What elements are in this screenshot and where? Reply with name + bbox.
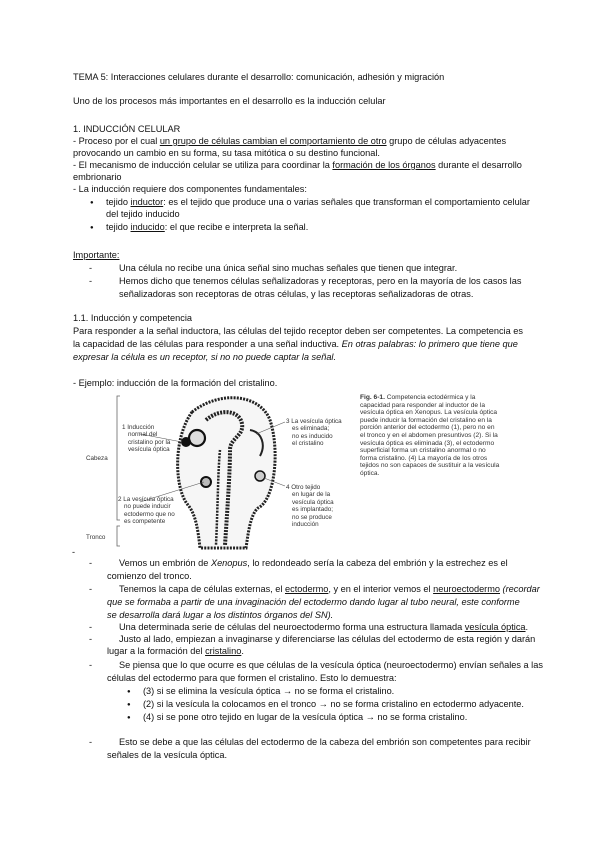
dash-item-cont: comienzo del tronco. (107, 571, 192, 581)
paragraph-line: provocando un cambio en su forma, su tasa mitótica o su destino funcional. (73, 148, 380, 158)
section-heading: 1. INDUCCIÓN CELULAR (73, 124, 181, 134)
figure-caption: Fig. 6-1. Competencia ectodérmica y la capacidad para responder al inductor de la vesícula óptica en Xenopus. La vesícula óptica puede inducir la formación del cristalino en la porción anterior del ectodermo (1), pero no en el tronco y en el abdomen presuntivos (2). Si la vesícula óptica es eliminada (3), el ectodermo superficial forma un cristalino anormal o no forma cristalino. (4) La mayoría de los otros tejidos no son capaces de sustituir a la vesícula óptica. (360, 394, 500, 477)
dash-item: - Tenemos la capa de células externas, el ectodermo, y en el interior vemos el neuroectodermo (recordar (89, 584, 540, 594)
bullet-icon: ● (90, 225, 94, 231)
paragraph-line: - La inducción requiere dos componentes fundamentales: (73, 184, 307, 194)
paragraph-line: la capacidad de las células para responder a una señal inductiva. En otras palabras: lo primero que tiene que (73, 339, 518, 349)
bullet-icon: ● (90, 200, 94, 206)
example-line: - Ejemplo: inducción de la formación del cristalino. (73, 378, 278, 388)
lens-1 (181, 437, 191, 447)
dash-item: - Vemos un embrión de Xenopus, lo redondeado sería la cabeza del embrión y la estrechez es el (89, 558, 508, 568)
dash-item: - Una determinada serie de células del neuroectodermo forma una estructura llamada vesícula óptica. (89, 622, 529, 632)
bullet-icon: ● (127, 702, 131, 708)
figure-6-1 (80, 390, 530, 550)
stray-dash: - (72, 547, 76, 557)
dash-item-cont: lugar a la formación del cristalino. (107, 646, 244, 656)
paragraph-line: - Proceso por el cual un grupo de células cambian el comportamiento de otro grupo de células adyacentes (73, 136, 507, 146)
bullet-item-cont: del tejido inducido (106, 209, 180, 219)
dash-item: - Justo al lado, empiezan a invaginarse y diferenciarse las células del ectodermo de esta región y darán (89, 634, 536, 644)
dash-item-cont: células del ectodermo para que formen el cristalino. Esto lo demuestra: (107, 673, 397, 683)
dash-item-cont: señales de la vesícula óptica. (107, 750, 228, 760)
paragraph-line: - El mecanismo de inducción celular se utiliza para coordinar la formación de los órganos durante el desarrollo (73, 160, 522, 170)
paragraph-line: expresar la célula es un receptor, si no no puede captar la señal. (73, 352, 337, 362)
optic-vesicle-left (189, 430, 205, 446)
bullet-item: ● tejido inductor: es el tejido que produce una o varias señales que transforman el comportamiento celular (90, 197, 530, 207)
dash-item-cont: se desarrolla dará lugar a los distintos órganos del SN). (107, 610, 334, 620)
page-title: TEMA 5: Interacciones celulares durante el desarrollo: comunicación, adhesión y migración (73, 72, 445, 82)
sub-bullet: ● (4) si se pone otro tejido en lugar de la vesícula óptica → no se forma cristalino. (127, 712, 468, 722)
paragraph-line: embrionario (73, 172, 122, 182)
fig-label-tronco: Tronco (86, 534, 106, 541)
embryo-illustration (80, 390, 320, 550)
fig-label-cabeza: Cabeza (86, 455, 108, 462)
subsection-heading: 1.1. Inducción y competencia (73, 313, 192, 323)
fig-label-3: 3 La vesícula óptica es eliminada; no es inducido el cristalino (286, 418, 342, 448)
fig-label-2: 2 La vesícula óptica no puede inducir ectodermo que no es competente (118, 496, 175, 526)
sub-bullet: ● (2) si la vesícula la colocamos en el tronco → no se forma cristalino en ectodermo adyacente. (127, 699, 524, 709)
bullet-icon: ● (127, 715, 131, 721)
paragraph-line: Para responder a la señal inductora, las células del tejido receptor deben ser competentes. La competencia es (73, 326, 523, 336)
intro-text: Uno de los procesos más importantes en el desarrollo es la inducción celular (73, 96, 386, 106)
sub-bullet: ● (3) si se elimina la vesícula óptica → no se forma el cristalino. (127, 686, 395, 696)
bullet-item: ● tejido inducido: el que recibe e interpreta la señal. (90, 222, 309, 232)
dash-item: - Esto se debe a que las células del ectodermo de la cabeza del embrión son competentes para recibir (89, 737, 531, 747)
dash-item: - Se piensa que lo que ocurre es que células de la vesícula óptica (neuroectodermo) envían señales a las (89, 660, 543, 670)
dash-item: - Una célula no recibe una única señal sino muchas señales que tienen que integrar. (89, 263, 458, 273)
important-label: Importante: (73, 250, 120, 260)
dash-item-cont: señalizadoras son receptoras de otras células, y las receptoras señalizadoras de otras. (119, 289, 474, 299)
dash-item-cont: que se formaba a partir de una invaginación del ectodermo dando lugar al tubo neural, este conforme (107, 597, 520, 607)
fig-label-4: 4 Otro tejido en lugar de la vesícula óptica es implantado; no se produce inducción (286, 484, 334, 529)
bullet-icon: ● (127, 689, 131, 695)
implanted-tissue (255, 471, 265, 481)
fig-label-1: 1 Inducción normal del cristalino por la vesícula óptica (122, 424, 171, 454)
dash-item: - Hemos dicho que tenemos células señalizadoras y receptoras, pero en la mayoría de los casos las (89, 276, 522, 286)
optic-vesicle-trunk (201, 477, 211, 487)
